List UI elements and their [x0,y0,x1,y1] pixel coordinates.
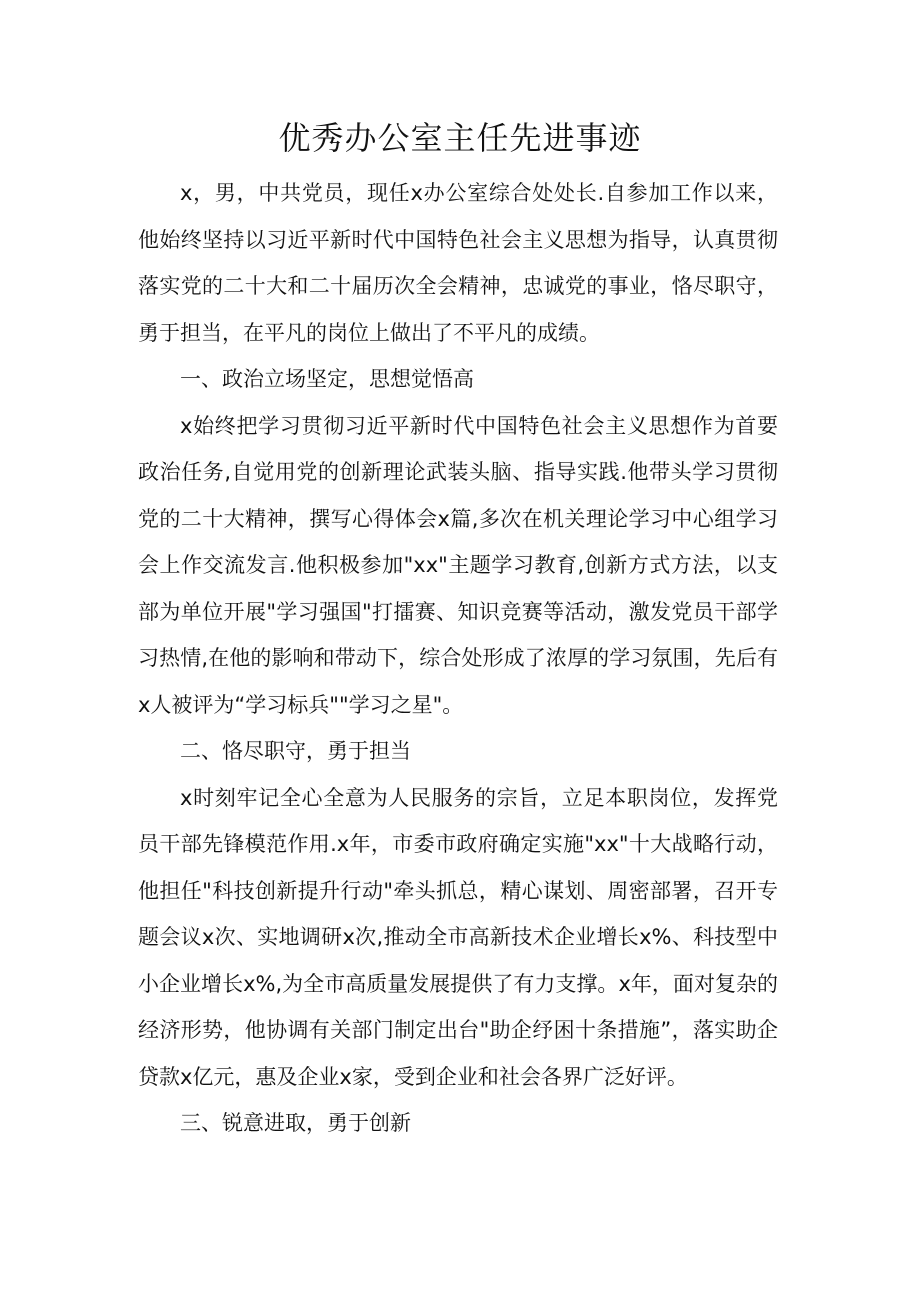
document-title: 优秀办公室主任先进事迹 [278,119,642,157]
paragraph-section-1: x始终把学习贯彻习近平新时代中国特色社会主义思想作为首要政治任务,自觉用党的创新理论武装头脑、指导实践.他带头学习贯彻党的二十大精神，撰写心得体会x篇,多次在机关理论学习中心组学习会上作交流发言.他积极参加"xx"主题学习教育,创新方式方法，以支部为单位开展"学习强国"打擂赛、知识竞赛等活动，激发党员干部学习热情,在他的影响和带动下，综合处形成了浓厚的学习氛围，先后有x人被评为“学习标兵""学习之星"。 [138,413,778,717]
section-heading-1: 一、政治立场坚定，思想觉悟高 [180,367,474,391]
section-heading-2: 二、恪尽职守，勇于担当 [180,739,411,763]
paragraph-section-2: x时刻牢记全心全意为人民服务的宗旨，立足本职岗位，发挥党员干部先锋模范作用.x年，市委市政府确定实施"xx"十大战略行动，他担任"科技创新提升行动"牵头抓总，精心谋划、周密部署，召开专题会议x次、实地调研x次,推动全市高新技术企业增长x%、科技型中小企业增长x%,为全市高质量发展提供了有力支撑。x年，面对复杂的经济形势，他协调有关部门制定出台"助企纾困十条措施”，落实助企贷款x亿元，惠及企业x家，受到企业和社会各界广泛好评。 [138,785,778,1089]
document-body [138,170,778,1147]
section-heading-3: 三、锐意进取，勇于创新 [180,1111,411,1135]
paragraph-intro: x，男，中共党员，现任x办公室综合处处长.自参加工作以来，他始终坚持以习近平新时代中国特色社会主义思想为指导，认真贯彻落实党的二十大和二十届历次全会精神，忠诚党的事业，恪尽职守，勇于担当，在平凡的岗位上做出了不平凡的成绩。 [138,181,778,345]
